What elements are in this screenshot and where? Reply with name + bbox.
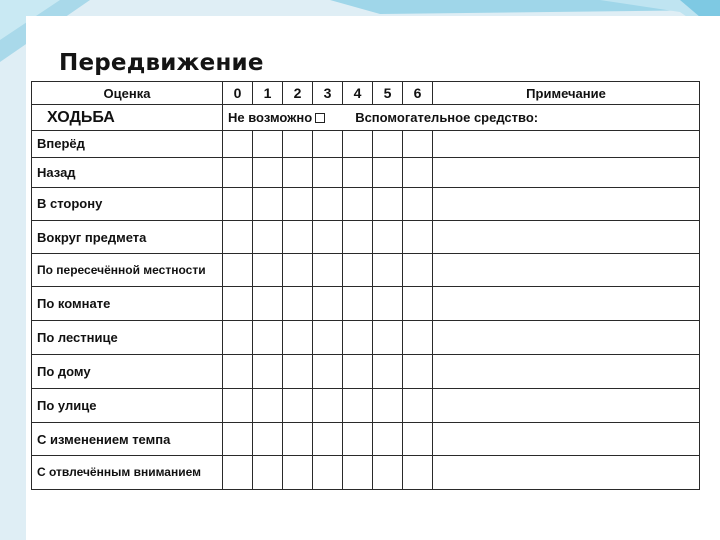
score-cell-5[interactable] (373, 157, 403, 187)
score-cell-4[interactable] (343, 423, 373, 455)
score-cell-3[interactable] (313, 220, 343, 253)
header-score-3: 3 (313, 82, 343, 105)
table-row (32, 220, 700, 253)
score-cell-4[interactable] (343, 389, 373, 423)
score-cell-0[interactable] (223, 131, 253, 157)
score-cell-3[interactable] (313, 320, 343, 354)
score-cell-6[interactable] (403, 455, 433, 489)
header-score-6: 6 (403, 82, 433, 105)
table-row (32, 254, 700, 287)
note-cell[interactable] (433, 220, 700, 253)
score-cell-2[interactable] (283, 455, 313, 489)
score-cell-3[interactable] (313, 254, 343, 287)
score-cell-1[interactable] (253, 423, 283, 455)
header-score-4: 4 (343, 82, 373, 105)
score-cell-1[interactable] (253, 187, 283, 220)
score-cell-0[interactable] (223, 389, 253, 423)
header-score-0: 0 (223, 82, 253, 105)
table-row (32, 354, 700, 388)
score-cell-5[interactable] (373, 389, 403, 423)
score-cell-6[interactable] (403, 389, 433, 423)
score-cell-1[interactable] (253, 389, 283, 423)
score-cell-2[interactable] (283, 320, 313, 354)
score-cell-2[interactable] (283, 287, 313, 320)
score-cell-6[interactable] (403, 157, 433, 187)
score-cell-4[interactable] (343, 455, 373, 489)
score-cell-2[interactable] (283, 254, 313, 287)
note-cell[interactable] (433, 131, 700, 157)
section-title: ХОДЬБА (32, 105, 223, 131)
score-cell-1[interactable] (253, 455, 283, 489)
score-cell-0[interactable] (223, 254, 253, 287)
page-title: Передвижение (59, 50, 264, 76)
score-cell-3[interactable] (313, 389, 343, 423)
impossible-label: Не возможно (228, 110, 313, 126)
header-score-1: 1 (253, 82, 283, 105)
score-cell-3[interactable] (313, 287, 343, 320)
assessment-table (31, 81, 700, 490)
note-cell[interactable] (433, 187, 700, 220)
score-cell-3[interactable] (313, 187, 343, 220)
score-cell-2[interactable] (283, 187, 313, 220)
aid-label: Вспомогательное средство: (355, 110, 539, 126)
score-cell-6[interactable] (403, 254, 433, 287)
section-info (223, 105, 700, 131)
score-cell-6[interactable] (403, 131, 433, 157)
score-cell-4[interactable] (343, 354, 373, 388)
score-cell-3[interactable] (313, 157, 343, 187)
score-cell-5[interactable] (373, 131, 403, 157)
score-cell-2[interactable] (283, 220, 313, 253)
score-cell-4[interactable] (343, 254, 373, 287)
score-cell-0[interactable] (223, 220, 253, 253)
score-cell-5[interactable] (373, 254, 403, 287)
score-cell-4[interactable] (343, 131, 373, 157)
table-row (32, 157, 700, 187)
score-cell-3[interactable] (313, 131, 343, 157)
table-row (32, 455, 700, 489)
score-cell-6[interactable] (403, 220, 433, 253)
section-row (32, 105, 700, 131)
score-cell-0[interactable] (223, 157, 253, 187)
score-cell-3[interactable] (313, 354, 343, 388)
score-cell-4[interactable] (343, 287, 373, 320)
score-cell-5[interactable] (373, 187, 403, 220)
note-cell[interactable] (433, 389, 700, 423)
score-cell-2[interactable] (283, 389, 313, 423)
score-cell-5[interactable] (373, 220, 403, 253)
score-cell-5[interactable] (373, 354, 403, 388)
note-cell[interactable] (433, 423, 700, 455)
row-label: По лестнице (32, 320, 223, 354)
row-label: Назад (32, 157, 223, 187)
impossible-checkbox[interactable] (315, 113, 325, 123)
note-cell[interactable] (433, 254, 700, 287)
score-cell-2[interactable] (283, 131, 313, 157)
table-row (32, 187, 700, 220)
row-label: По пересечённой местности (32, 254, 223, 287)
score-cell-5[interactable] (373, 287, 403, 320)
score-cell-4[interactable] (343, 220, 373, 253)
score-cell-6[interactable] (403, 320, 433, 354)
row-label: По улице (32, 389, 223, 423)
row-label: По комнате (32, 287, 223, 320)
note-cell[interactable] (433, 287, 700, 320)
score-cell-5[interactable] (373, 455, 403, 489)
note-cell[interactable] (433, 354, 700, 388)
table-row (32, 131, 700, 157)
note-cell[interactable] (433, 455, 700, 489)
row-label: По дому (32, 354, 223, 388)
score-cell-0[interactable] (223, 287, 253, 320)
score-cell-1[interactable] (253, 254, 283, 287)
score-cell-6[interactable] (403, 287, 433, 320)
score-cell-6[interactable] (403, 423, 433, 455)
row-label: Вперёд (32, 131, 223, 157)
table-row (32, 287, 700, 320)
score-cell-4[interactable] (343, 157, 373, 187)
score-cell-2[interactable] (283, 423, 313, 455)
table-row (32, 389, 700, 423)
score-cell-1[interactable] (253, 354, 283, 388)
score-cell-0[interactable] (223, 455, 253, 489)
table-row (32, 320, 700, 354)
score-cell-3[interactable] (313, 455, 343, 489)
header-score-2: 2 (283, 82, 313, 105)
note-cell[interactable] (433, 157, 700, 187)
score-cell-3[interactable] (313, 423, 343, 455)
score-cell-0[interactable] (223, 354, 253, 388)
score-cell-4[interactable] (343, 187, 373, 220)
score-cell-1[interactable] (253, 220, 283, 253)
header-rating: Оценка (32, 82, 223, 105)
score-cell-4[interactable] (343, 320, 373, 354)
table-row (32, 423, 700, 455)
note-cell[interactable] (433, 320, 700, 354)
score-cell-0[interactable] (223, 187, 253, 220)
score-cell-6[interactable] (403, 354, 433, 388)
score-cell-5[interactable] (373, 423, 403, 455)
score-cell-6[interactable] (403, 187, 433, 220)
score-cell-1[interactable] (253, 131, 283, 157)
score-cell-0[interactable] (223, 320, 253, 354)
impossible-option (228, 110, 325, 125)
row-label: С изменением темпа (32, 423, 223, 455)
header-note: Примечание (433, 82, 700, 105)
score-cell-0[interactable] (223, 423, 253, 455)
header-score-5: 5 (373, 82, 403, 105)
score-cell-1[interactable] (253, 157, 283, 187)
header-row (32, 82, 700, 105)
score-cell-1[interactable] (253, 287, 283, 320)
score-cell-5[interactable] (373, 320, 403, 354)
score-cell-2[interactable] (283, 354, 313, 388)
score-cell-2[interactable] (283, 157, 313, 187)
score-cell-1[interactable] (253, 320, 283, 354)
row-label: Вокруг предмета (32, 220, 223, 253)
row-label: С отвлечённым вниманием (32, 455, 223, 489)
row-label: В сторону (32, 187, 223, 220)
